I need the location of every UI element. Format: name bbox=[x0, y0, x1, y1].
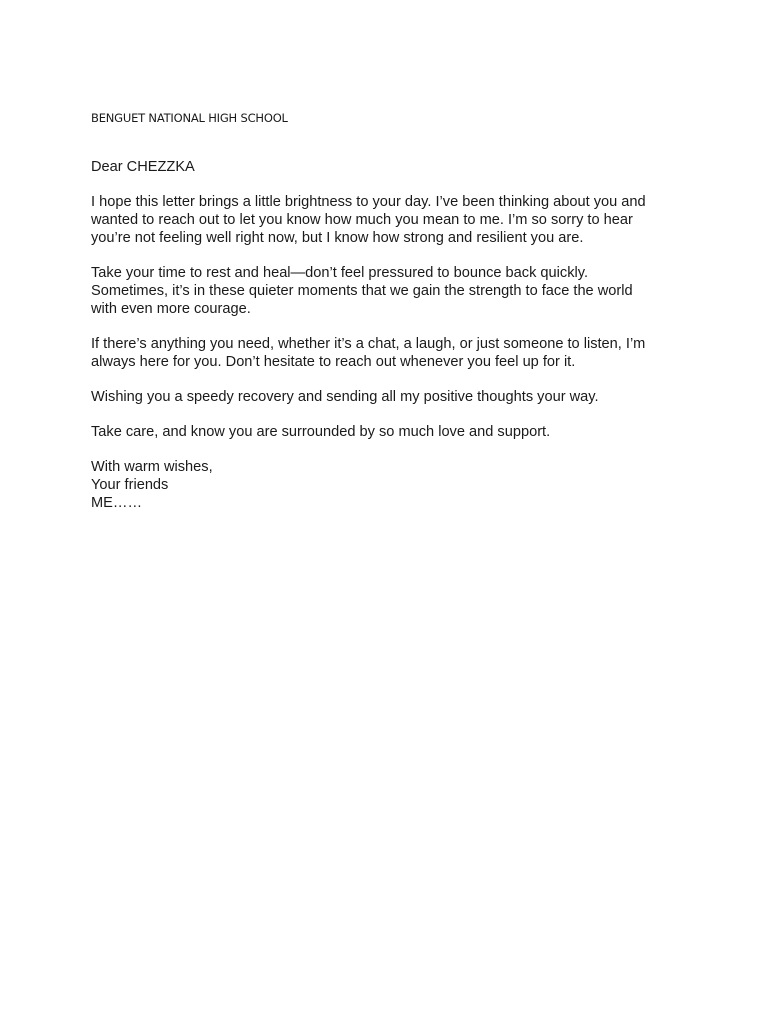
signature: ME…… bbox=[91, 495, 143, 511]
paragraph-greeting: I hope this letter brings a little brightness to your day. I’ve been thinking about you and wanted to reach out to let you know how much you mean to me. I’m so sorry to hear you’re not feeling well right now, but I know how strong and resilient you are. bbox=[91, 194, 646, 246]
letter-body bbox=[91, 111, 681, 512]
letter-closing bbox=[91, 458, 681, 512]
paragraph-rest: Take your time to rest and heal—don’t feel pressured to bounce back quickly. Sometimes, it’s in these quieter moments that we gain the strength to face the world with even more courage. bbox=[91, 265, 633, 317]
paragraph-support: If there’s anything you need, whether it’s a chat, a laugh, or just someone to listen, I’m always here for you. Don’t hesitate to reach out whenever you feel up for it. bbox=[91, 336, 646, 370]
school-name-heading: BENGUET NATIONAL HIGH SCHOOL bbox=[91, 111, 288, 125]
paragraph-take-care: Take care, and know you are surrounded by so much love and support. bbox=[91, 424, 551, 440]
sender-line: Your friends bbox=[91, 477, 169, 493]
salutation: Dear CHEZZKA bbox=[91, 159, 195, 175]
paragraph-wishes: Wishing you a speedy recovery and sending all my positive thoughts your way. bbox=[91, 389, 599, 405]
valediction: With warm wishes, bbox=[91, 459, 213, 475]
